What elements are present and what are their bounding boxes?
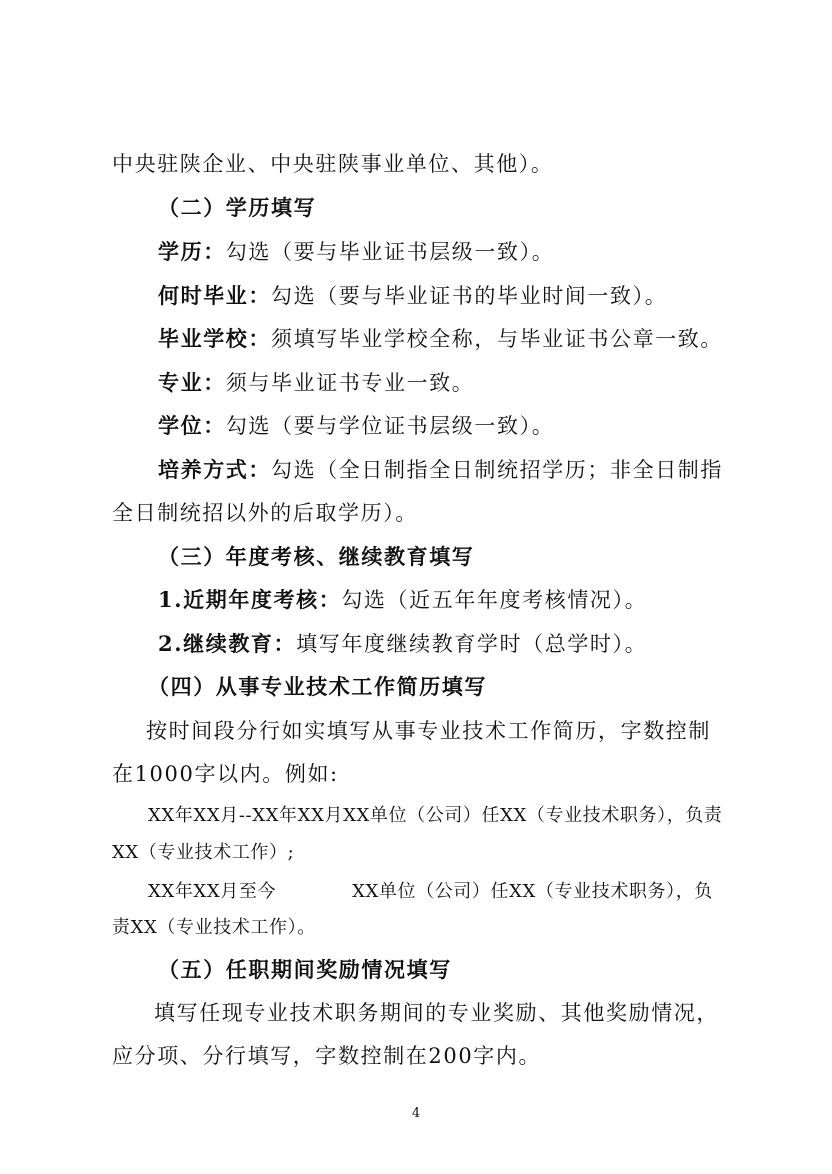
section-heading: （四）从事专业技术工作简历填写 bbox=[148, 674, 487, 699]
section-heading: （二）学历填写 bbox=[158, 195, 317, 220]
field-line-continuing-education: 2.继续教育：填写年度继续教育学时（总学时）。 bbox=[158, 631, 648, 656]
example-line: XX年XX月--XX年XX月XX单位（公司）任XX（专业技术职务），负责 bbox=[148, 805, 723, 826]
field-line-study-mode: 培养方式：勾选（全日制指全日制统招学历；非全日制指 bbox=[158, 457, 723, 482]
section-heading: （三）年度考核、继续教育填写 bbox=[158, 544, 475, 569]
field-line-degree: 学位：勾选（要与学位证书层级一致）。 bbox=[158, 413, 555, 438]
text-line: 全日制统招以外的后取学历）。 bbox=[112, 501, 418, 525]
example-line: XX年XX月至今 XX单位（公司）任XX（专业技术职务），负 bbox=[148, 881, 713, 902]
example-line: 责XX（专业技术工作）。 bbox=[112, 917, 316, 938]
text-line: 在1000字以内。例如: bbox=[112, 762, 339, 786]
text-line: 中央驻陕企业、中央驻陕事业单位、其他）。 bbox=[112, 152, 554, 176]
field-line-education: 学历：勾选（要与毕业证书层级一致）。 bbox=[158, 239, 555, 264]
example-line: XX（专业技术工作）; bbox=[112, 842, 295, 863]
page-number: 4 bbox=[411, 1106, 421, 1121]
section-heading: （五）任职期间奖励情况填写 bbox=[158, 957, 452, 982]
field-line-school: 毕业学校：须填写毕业学校全称，与毕业证书公章一致。 bbox=[158, 326, 723, 351]
text-line: 应分项、分行填写，字数控制在200字内。 bbox=[112, 1044, 542, 1068]
field-line-annual-review: 1.近期年度考核：勾选（近五年年度考核情况）。 bbox=[158, 587, 648, 612]
text-line: 填写任现专业技术职务期间的专业奖励、其他奖励情况， bbox=[154, 1001, 719, 1025]
field-line-graduation-time: 何时毕业：勾选（要与毕业证书的毕业时间一致）。 bbox=[158, 283, 668, 308]
text-line: 按时间段分行如实填写从事专业技术工作简历，字数控制 bbox=[146, 719, 711, 743]
field-line-major: 专业：须与毕业证书专业一致。 bbox=[158, 370, 475, 395]
